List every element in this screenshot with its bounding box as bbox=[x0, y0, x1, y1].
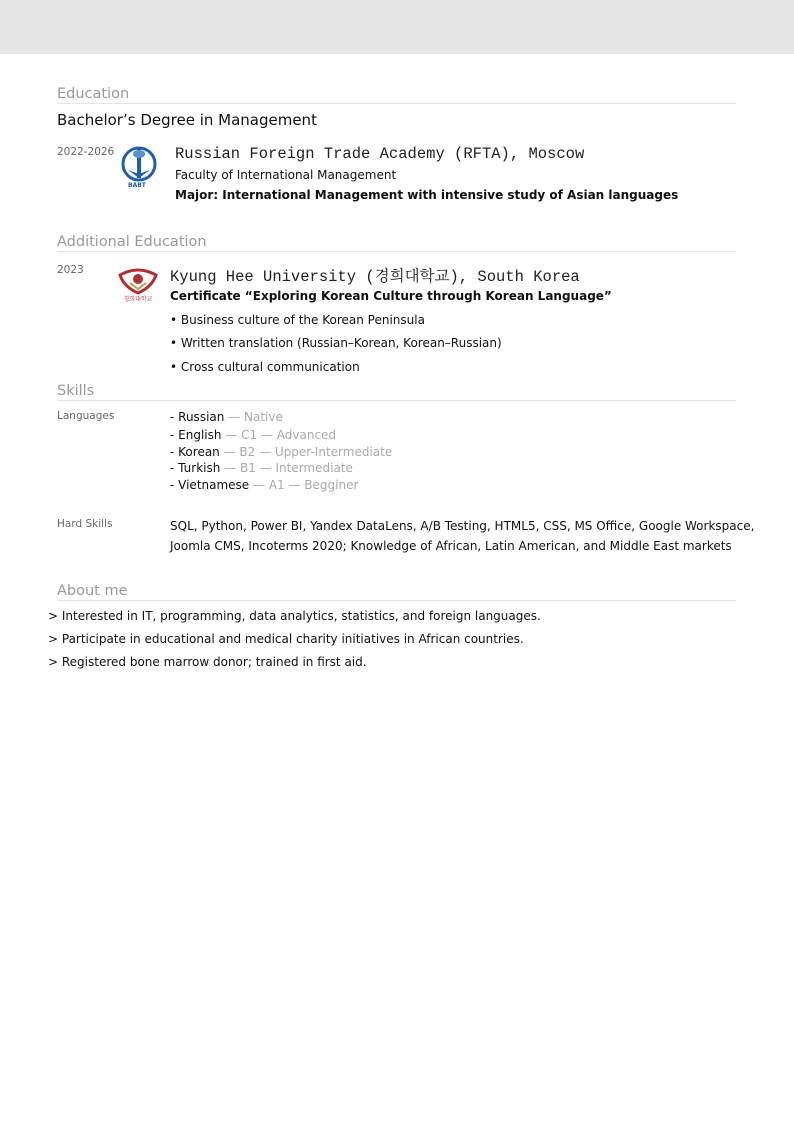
language-item bbox=[170, 478, 358, 492]
language-item bbox=[170, 428, 336, 442]
certificate-bullet: • Business culture of the Korean Peninsula bbox=[170, 313, 425, 327]
language-prefix: - bbox=[170, 461, 179, 475]
certificate-bullet: • Written translation (Russian–Korean, Korean–Russian) bbox=[170, 336, 502, 350]
section-title-education: Education bbox=[57, 86, 736, 104]
section-title-about: About me bbox=[57, 583, 736, 601]
language-prefix: - bbox=[170, 410, 179, 424]
section-title-skills: Skills bbox=[57, 383, 736, 401]
language-item bbox=[170, 445, 392, 459]
additional-education-year: 2023 bbox=[57, 264, 84, 276]
additional-education-institution: Kyung Hee University (경희대학교), South Korea bbox=[170, 268, 580, 286]
rfta-logo-text: ВАВТ bbox=[128, 182, 146, 189]
language-prefix: - bbox=[170, 445, 179, 459]
hard-skills-text: Joomla CMS, Incoterms 2020; Knowledge of African, Latin American, and Middle East markets bbox=[170, 539, 732, 553]
top-header-bar bbox=[0, 0, 794, 54]
language-level: — Native bbox=[224, 410, 283, 424]
language-prefix: - bbox=[170, 428, 179, 442]
language-level: — B1 — Intermediate bbox=[220, 461, 353, 475]
language-item bbox=[170, 461, 353, 475]
hard-skills-label: Hard Skills bbox=[57, 518, 113, 530]
language-level: — A1 — Begginer bbox=[249, 478, 359, 492]
language-level: — B2 — Upper-Intermediate bbox=[219, 445, 393, 459]
about-item: > Interested in IT, programming, data analytics, statistics, and foreign languages. bbox=[48, 609, 541, 623]
certificate-bullet: • Cross cultural communication bbox=[170, 360, 360, 374]
language-item bbox=[170, 410, 283, 424]
languages-label: Languages bbox=[57, 410, 115, 422]
education-faculty: Faculty of International Management bbox=[175, 168, 397, 182]
language-name: English bbox=[178, 428, 222, 442]
education-institution: Russian Foreign Trade Academy (RFTA), Moscow bbox=[175, 145, 585, 163]
language-prefix: - bbox=[170, 478, 179, 492]
khu-logo-text: 경희대학교 bbox=[123, 296, 153, 303]
degree-title: Bachelor’s Degree in Management bbox=[57, 111, 317, 129]
language-name: Vietnamese bbox=[178, 478, 250, 492]
section-title-additional-education: Additional Education bbox=[57, 234, 736, 252]
about-item: > Participate in educational and medical charity initiatives in African countries. bbox=[48, 632, 524, 646]
education-year: 2022-2026 bbox=[57, 146, 115, 158]
about-item: > Registered bone marrow donor; trained in first aid. bbox=[48, 655, 367, 669]
language-level: — C1 — Advanced bbox=[221, 428, 337, 442]
education-major: Major: International Management with intensive study of Asian languages bbox=[175, 188, 679, 202]
language-name: Russian bbox=[178, 410, 225, 424]
language-name: Korean bbox=[178, 445, 220, 459]
language-name: Turkish bbox=[178, 461, 221, 475]
certificate-title: Certificate “Exploring Korean Culture through Korean Language” bbox=[170, 289, 612, 303]
hard-skills-text: SQL, Python, Power BI, Yandex DataLens, A/B Testing, HTML5, CSS, MS Office, Google Workspace, bbox=[170, 519, 755, 533]
